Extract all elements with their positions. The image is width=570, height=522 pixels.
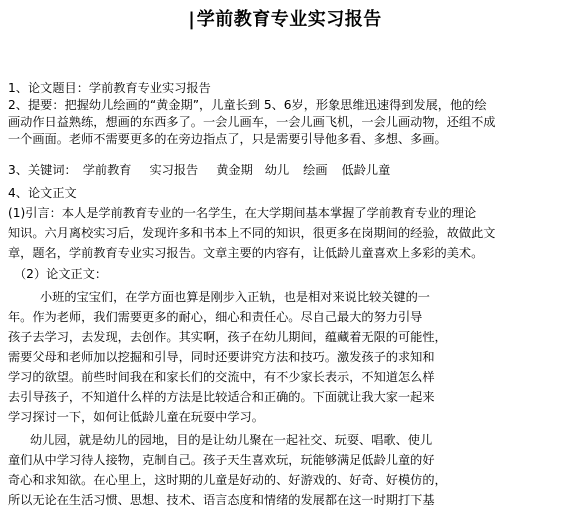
paragraph-line: 学习探讨一下，如何让低龄儿童在玩耍中学习。 <box>8 410 264 424</box>
keyword: 低龄儿童 <box>341 163 391 177</box>
keyword: 实习报告 <box>149 163 199 177</box>
keyword: 学前教育 <box>82 163 132 177</box>
document-title: 学前教育专业实习报告 <box>196 9 382 30</box>
paragraph-line: 孩子去学习，去发现，去创作。其实啊，孩子在幼儿期间，蕴藏着无限的可能性， <box>8 330 447 344</box>
keywords-label: 3、关键词： <box>8 163 77 177</box>
paragraph-line: (1)引言：本人是学前教育专业的一名学生，在大学期间基本掌握了学前教育专业的理论 <box>8 206 477 220</box>
paragraph-line: 童们从中学习待人接物，克制自己。孩子天生喜欢玩，玩能够满足低龄儿童的好 <box>8 453 435 467</box>
section-subheading: （2）论文正文： <box>14 267 108 281</box>
title-row <box>0 5 570 31</box>
paragraph-line: 2、提要：把握幼儿绘画的“黄金期”，儿童长到 5、6岁，形象思维迅速得到发展，他的绘 <box>8 98 487 112</box>
paragraph-line: 章，题名，学前教育专业实习报告。文章主要的内容有，让低龄儿童喜欢上多彩的美术。 <box>8 246 484 260</box>
paragraph-line: 幼儿园，就是幼儿的园地，目的是让幼儿聚在一起社交、玩耍、唱歌、使儿 <box>30 433 433 447</box>
keyword: 幼儿 <box>264 163 290 177</box>
paragraph-line: 去引导孩子，不知道什么样的方法是比较适合和正确的。下面就让我大家一起来 <box>8 390 435 404</box>
keywords-line <box>8 162 408 179</box>
paragraph-line: 需要父母和老师加以挖掘和引导，同时还要讲究方法和技巧。激发孩子的求知和 <box>8 350 435 364</box>
paragraph-line: 小班的宝宝们，在学方面也算是刚步入正轨，也是相对来说比较关键的一 <box>40 290 430 304</box>
paragraph-line: 知识。六月离校实习后，发现许多和书本上不同的知识，很更多在岗期间的经验，故做此文 <box>8 226 496 240</box>
paragraph-line: 学习的欲望。前些时间我在和家长们的交流中，有不少家长表示，不知道怎么样 <box>8 370 435 384</box>
paragraph-line: 画动作日益熟练，想画的东西多了。一会儿画车，一会儿画飞机，一会儿画动物，还组不成 <box>8 115 496 129</box>
keyword: 绘画 <box>303 163 328 177</box>
paragraph-line: 所以无论在生活习惯、思想、技术、语言态度和情绪的发展都在这一时期打下基 <box>8 493 435 507</box>
title-cursor-mark: | <box>188 9 195 30</box>
section-heading: 4、论文正文 <box>8 186 77 200</box>
paragraph-line: 一个画面。老师不需要更多的在旁边指点了，只是需要引导他多看、多想、多画。 <box>8 132 447 146</box>
paragraph-line: 奇心和求知欲。在心里上，这时期的儿童是好动的、好游戏的、好奇、好模仿的， <box>8 473 447 487</box>
paragraph-line: 年。作为老师，我们需要更多的耐心，细心和责任心。尽自己最大的努力引导 <box>8 310 423 324</box>
keyword: 黄金期 <box>216 163 253 177</box>
paragraph-line: 1、论文题目：学前教育专业实习报告 <box>8 81 211 95</box>
